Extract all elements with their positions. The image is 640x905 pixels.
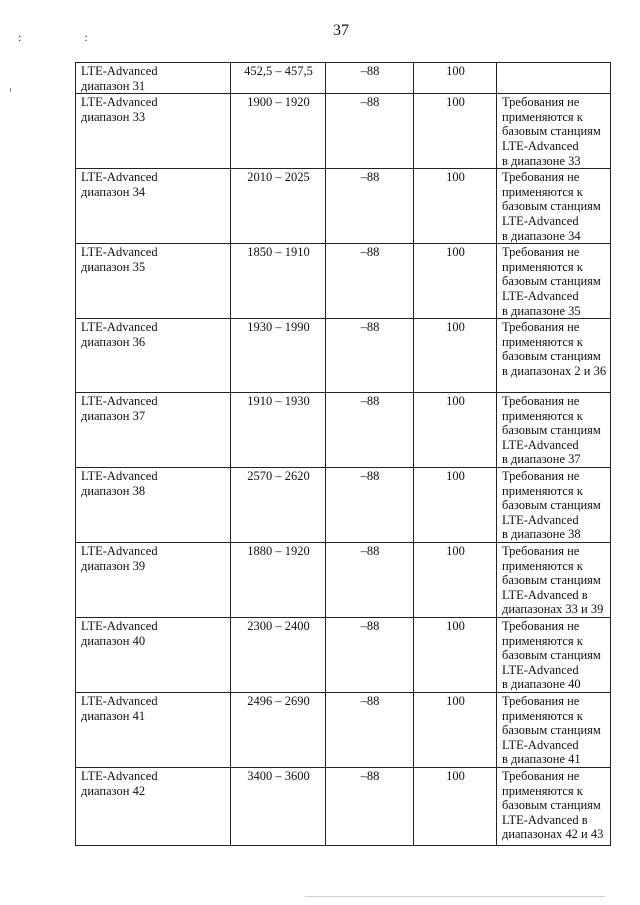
band-name-cell [76, 618, 231, 693]
note-line: базовым станциям [502, 723, 601, 738]
note-line: базовым станциям [502, 274, 601, 289]
note-cell [497, 319, 611, 393]
note-line: Требования не [502, 469, 580, 484]
note-cell [497, 692, 611, 767]
band-name-line: диапазон 37 [81, 408, 146, 423]
band-name-cell [76, 393, 231, 468]
note-line: применяются к [502, 783, 583, 798]
power-cell: –88 [326, 767, 414, 845]
note-cell [497, 618, 611, 693]
power-cell: –88 [326, 393, 414, 468]
band-name-cell [76, 63, 231, 94]
table-row [76, 543, 611, 618]
table-row [76, 169, 611, 244]
band-name-line: LTE-Advanced [81, 693, 158, 708]
value-cell: 100 [414, 393, 497, 468]
note-line: базовым станциям [502, 798, 601, 813]
page-number: 37 [333, 22, 349, 39]
value-cell: 100 [414, 692, 497, 767]
band-name-line: диапазон 36 [81, 334, 146, 349]
note-line: Требования не [502, 95, 580, 110]
table-row [76, 767, 611, 845]
note-line: базовым станциям [502, 423, 601, 438]
power-cell: –88 [326, 692, 414, 767]
frequency-cell: 1900 – 1920 [231, 94, 326, 169]
note-line: LTE-Advanced [502, 512, 579, 527]
note-line: в диапазоне 33 [502, 153, 581, 168]
band-name-cell [76, 319, 231, 393]
note-line: диапазонах 33 и 39 [502, 602, 604, 617]
power-cell: –88 [326, 319, 414, 393]
note-line: LTE-Advanced в [502, 587, 588, 602]
power-cell: –88 [326, 618, 414, 693]
band-name-cell [76, 692, 231, 767]
band-name-line: диапазон 35 [81, 259, 146, 274]
band-name-cell [76, 543, 231, 618]
note-line: Требования не [502, 768, 580, 783]
power-cell: –88 [326, 244, 414, 319]
band-name-line: диапазон 34 [81, 184, 146, 199]
value-cell: 100 [414, 63, 497, 94]
note-line: в диапазоне 40 [502, 677, 581, 692]
note-cell [497, 543, 611, 618]
note-line: применяются к [502, 334, 583, 349]
note-line: в диапазоне 41 [502, 752, 581, 767]
value-cell: 100 [414, 618, 497, 693]
value-cell: 100 [414, 244, 497, 319]
table-row [76, 319, 611, 393]
band-name-line: диапазон 33 [81, 109, 146, 124]
note-line: диапазонах 42 и 43 [502, 827, 604, 842]
scan-dots: : : [18, 30, 118, 44]
note-line: базовым станциям [502, 498, 601, 513]
band-name-line: LTE-Advanced [81, 469, 158, 484]
note-line: применяются к [502, 708, 583, 723]
band-name-cell [76, 468, 231, 543]
note-line: LTE-Advanced [502, 437, 579, 452]
band-name-line: LTE-Advanced [81, 245, 158, 260]
band-name-line: диапазон 38 [81, 483, 146, 498]
band-name-cell [76, 244, 231, 319]
value-cell: 100 [414, 543, 497, 618]
note-line: Требования не [502, 619, 580, 633]
table-row [76, 244, 611, 319]
band-name-line: LTE-Advanced [81, 64, 158, 78]
power-cell: –88 [326, 543, 414, 618]
note-line: Требования не [502, 170, 580, 185]
value-cell: 100 [414, 94, 497, 169]
table-row [76, 468, 611, 543]
note-line: базовым станциям [502, 199, 601, 214]
note-line: базовым станциям [502, 648, 601, 663]
note-cell [497, 767, 611, 845]
note-line: LTE-Advanced [502, 213, 579, 228]
band-name-line: LTE-Advanced [81, 320, 158, 335]
frequency-cell: 1880 – 1920 [231, 543, 326, 618]
band-name-line: диапазон 39 [81, 558, 146, 573]
scan-mark [10, 88, 11, 92]
power-cell: –88 [326, 63, 414, 94]
band-name-cell [76, 169, 231, 244]
power-cell: –88 [326, 468, 414, 543]
table-row [76, 692, 611, 767]
note-line: базовым станциям [502, 124, 601, 139]
note-line: Требования не [502, 245, 580, 260]
note-line: LTE-Advanced [502, 662, 579, 677]
note-line: применяются к [502, 408, 583, 423]
power-cell: –88 [326, 94, 414, 169]
note-line: LTE-Advanced [502, 288, 579, 303]
power-cell: –88 [326, 169, 414, 244]
spec-table [75, 62, 611, 846]
note-line: применяются к [502, 633, 583, 648]
band-name-line: LTE-Advanced [81, 394, 158, 409]
note-line: применяются к [502, 259, 583, 274]
note-line: в диапазоне 37 [502, 452, 581, 467]
band-name-line: LTE-Advanced [81, 768, 158, 783]
frequency-cell: 2570 – 2620 [231, 468, 326, 543]
frequency-cell: 1930 – 1990 [231, 319, 326, 393]
band-name-line: LTE-Advanced [81, 170, 158, 185]
note-line: в диапазонах 2 и 36 [502, 363, 607, 378]
note-cell [497, 393, 611, 468]
band-name-line: LTE-Advanced [81, 544, 158, 559]
note-line: применяются к [502, 558, 583, 573]
note-cell [497, 468, 611, 543]
note-line: применяются к [502, 483, 583, 498]
value-cell: 100 [414, 169, 497, 244]
band-name-cell [76, 94, 231, 169]
band-name-line: диапазон 31 [81, 78, 146, 93]
frequency-cell: 2496 – 2690 [231, 692, 326, 767]
note-line: LTE-Advanced в [502, 812, 588, 827]
band-name-line: LTE-Advanced [81, 619, 158, 633]
frequency-cell: 3400 – 3600 [231, 767, 326, 845]
frequency-cell: 452,5 – 457,5 [231, 63, 326, 94]
value-cell: 100 [414, 767, 497, 845]
note-line: применяются к [502, 109, 583, 124]
frequency-cell: 2300 – 2400 [231, 618, 326, 693]
table-row [76, 393, 611, 468]
note-line: Требования не [502, 394, 580, 409]
note-line: в диапазоне 38 [502, 527, 581, 542]
frequency-cell: 2010 – 2025 [231, 169, 326, 244]
note-line: применяются к [502, 184, 583, 199]
note-cell [497, 169, 611, 244]
table-row [76, 63, 611, 94]
note-cell [497, 94, 611, 169]
value-cell: 100 [414, 468, 497, 543]
frequency-cell: 1850 – 1910 [231, 244, 326, 319]
note-line: LTE-Advanced [502, 737, 579, 752]
table-row [76, 618, 611, 693]
band-name-line: LTE-Advanced [81, 95, 158, 110]
note-cell [497, 63, 611, 94]
frequency-cell: 1910 – 1930 [231, 393, 326, 468]
band-name-cell [76, 767, 231, 845]
note-line: базовым станциям [502, 349, 601, 364]
band-name-line: диапазон 40 [81, 633, 146, 648]
note-line: в диапазоне 34 [502, 228, 581, 243]
note-line: в диапазоне 35 [502, 303, 581, 318]
note-line: Требования не [502, 320, 580, 335]
spec-table-body [76, 63, 611, 846]
bottom-rule [305, 896, 605, 897]
value-cell: 100 [414, 319, 497, 393]
band-name-line: диапазон 41 [81, 708, 146, 723]
note-cell [497, 244, 611, 319]
table-row [76, 94, 611, 169]
note-line: Требования не [502, 693, 580, 708]
band-name-line: диапазон 42 [81, 783, 146, 798]
note-line: базовым станциям [502, 573, 601, 588]
note-line: Требования не [502, 544, 580, 559]
note-line: LTE-Advanced [502, 138, 579, 153]
